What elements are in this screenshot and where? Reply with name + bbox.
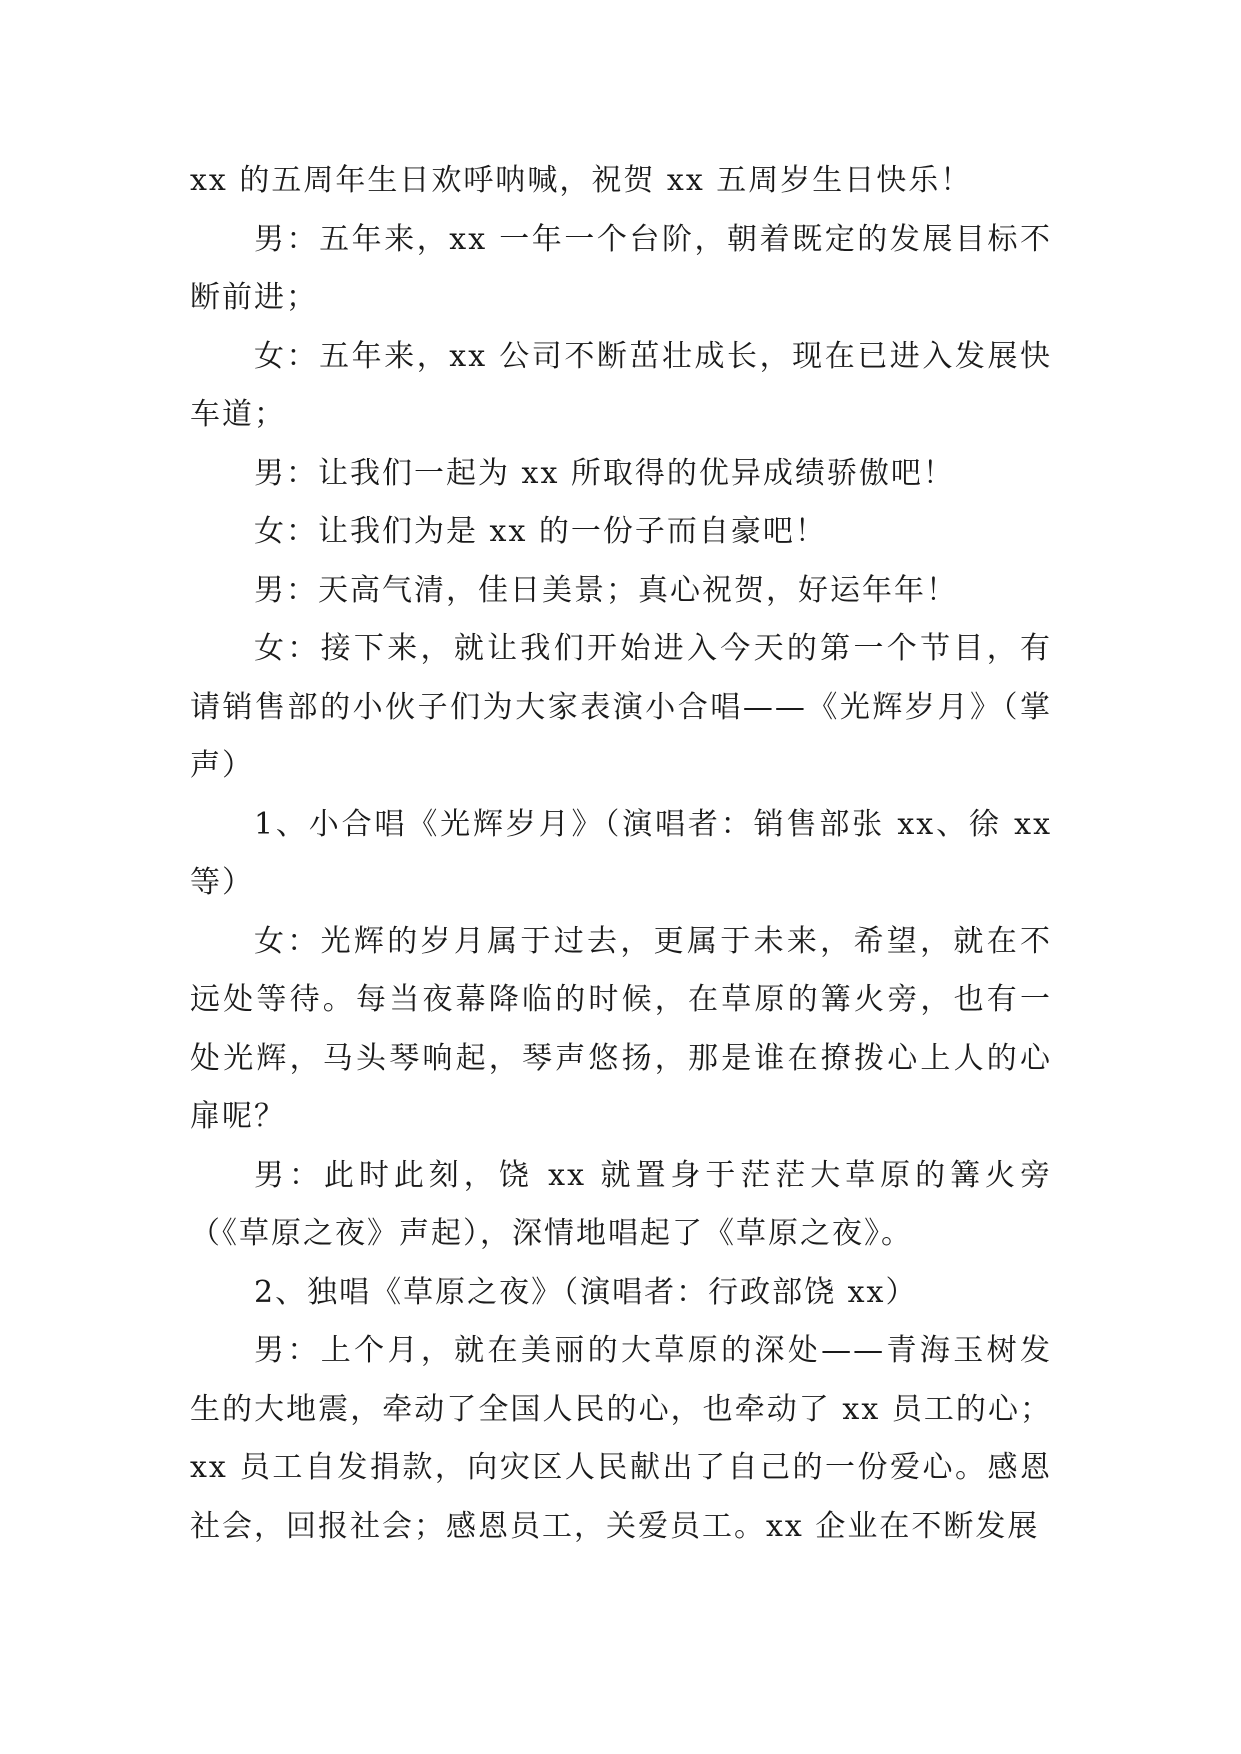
paragraph-2: 男：五年来，xx 一年一个台阶，朝着既定的发展目标不断前进； — [190, 221, 1052, 315]
paragraph-12: 男：上个月，就在美丽的大草原的深处——青海玉树发生的大地震，牵动了全国人民的心，也牵动了 xx 员工的心；xx 员工自发捐款，向灾区人民献出了自己的一份爱心。感恩社会，回报社会；感恩员工，关爱员工。xx 企业在不断发展 — [190, 1333, 1052, 1544]
paragraph-10: 男：此时此刻，饶 xx 就置身于茫茫大草原的篝火旁（《草原之夜》声起），深情地唱起了《草原之夜》。 — [190, 1157, 1052, 1251]
paragraph-8: 1、小合唱《光辉岁月》（演唱者：销售部张 xx、徐 xx 等） — [190, 806, 1052, 900]
document-body — [190, 152, 1052, 1556]
paragraph-7: 女：接下来，就让我们开始进入今天的第一个节目，有请销售部的小伙子们为大家表演小合唱——《光辉岁月》（掌声） — [190, 631, 1052, 783]
paragraph-1: xx 的五周年生日欢呼呐喊，祝贺 xx 五周岁生日快乐！ — [190, 163, 973, 198]
paragraph-6: 男：天高气清，佳日美景；真心祝贺，好运年年！ — [254, 572, 958, 608]
paragraph-3: 女：五年来，xx 公司不断茁壮成长，现在已进入发展快车道； — [190, 338, 1052, 432]
paragraph-4: 男：让我们一起为 xx 所取得的优异成绩骄傲吧！ — [254, 455, 955, 491]
paragraph-11: 2、独唱《草原之夜》（演唱者：行政部饶 xx） — [254, 1274, 918, 1310]
paragraph-9: 女：光辉的岁月属于过去，更属于未来，希望，就在不远处等待。每当夜幕降临的时候，在草原的篝火旁，也有一处光辉，马头琴响起，琴声悠扬，那是谁在撩拨心上人的心扉呢？ — [190, 923, 1052, 1134]
paragraph-5: 女：让我们为是 xx 的一份子而自豪吧！ — [254, 514, 827, 549]
